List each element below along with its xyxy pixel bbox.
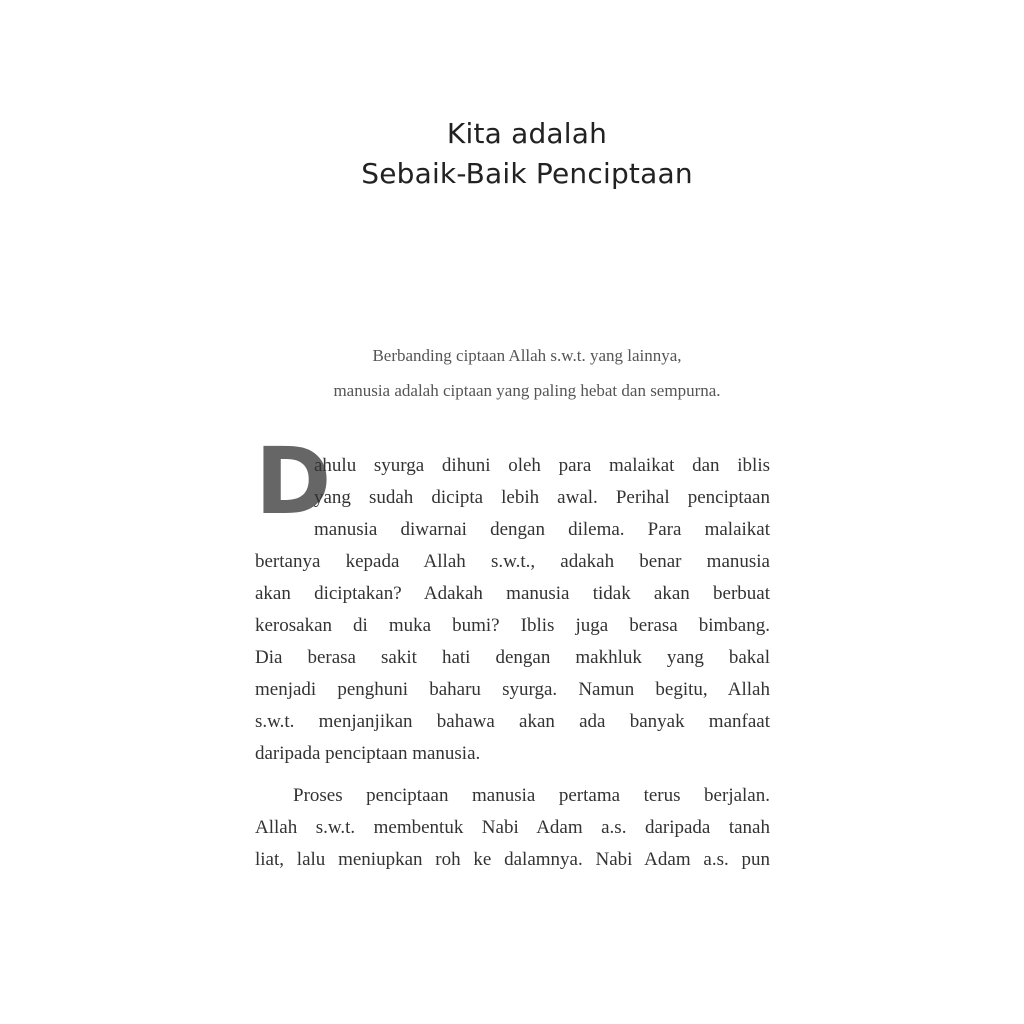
text-line: s.w.t. menjanjikan bahawa akan ada banyak manfaat <box>255 711 770 732</box>
text-line: kerosakan di muka bumi? Iblis juga berasa bimbang. <box>255 615 770 636</box>
text-line: menjadi penghuni baharu syurga. Namun begitu, Allah <box>255 679 770 700</box>
text-line: akan diciptakan? Adakah manusia tidak akan berbuat <box>255 583 770 604</box>
epigraph-line-2: manusia adalah ciptaan yang paling hebat dan sempurna. <box>333 381 721 400</box>
text-line: manusia diwarnai dengan dilema. Para malaikat <box>314 519 770 540</box>
text-line: bertanya kepada Allah s.w.t., adakah benar manusia <box>255 551 770 572</box>
text-line: daripada penciptaan manusia. <box>255 743 481 764</box>
text-line: ahulu syurga dihuni oleh para malaikat dan iblis <box>314 455 770 476</box>
text-line: yang sudah dicipta lebih awal. Perihal penciptaan <box>314 487 770 508</box>
epigraph-line-1: Berbanding ciptaan Allah s.w.t. yang lainnya, <box>372 346 682 365</box>
drop-cap: D <box>255 428 332 535</box>
text-line: Allah s.w.t. membentuk Nabi Adam a.s. daripada tanah <box>255 817 770 838</box>
chapter-title-line-1: Kita adalah <box>446 117 608 150</box>
chapter-title-line-2: Sebaik-Baik Penciptaan <box>361 157 693 190</box>
text-line: Proses penciptaan manusia pertama terus berjalan. <box>293 785 770 806</box>
text-line: Dia berasa sakit hati dengan makhluk yang bakal <box>255 647 770 668</box>
text-line: liat, lalu meniupkan roh ke dalamnya. Nabi Adam a.s. pun <box>255 849 770 870</box>
